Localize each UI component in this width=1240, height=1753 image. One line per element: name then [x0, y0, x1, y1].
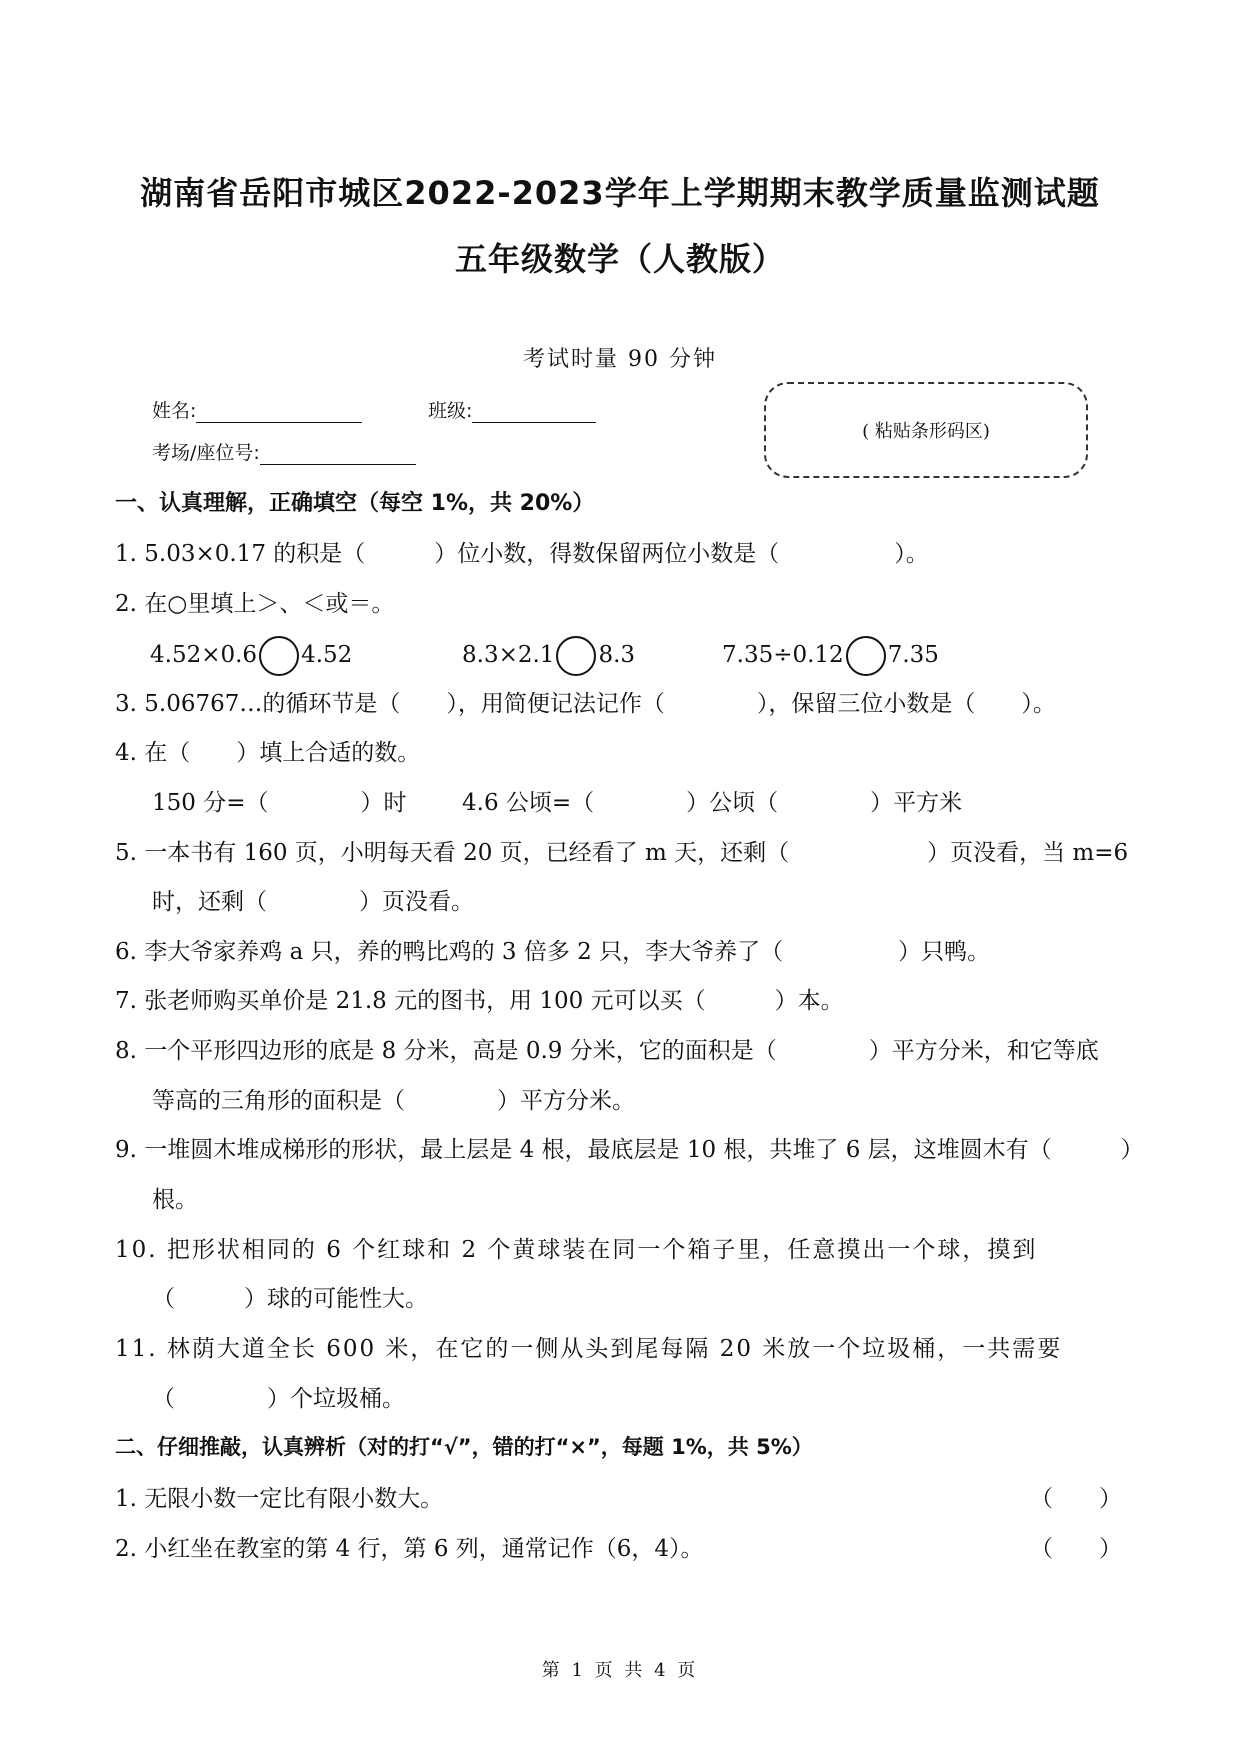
compare-circle-1[interactable] — [259, 636, 299, 676]
page-footer: 第 1 页 共 4 页 — [541, 1660, 699, 1681]
question-1-6: 6. 李大爷家养鸡 a 只，养的鸭比鸡的 3 倍多 2 只，李大爷养了（ ）只鸭。 — [115, 939, 991, 965]
question-1-1: 1. 5.03×0.17 的积是（ ）位小数，得数保留两位小数是（ ）。 — [115, 541, 929, 567]
answer-blank-2-1[interactable]: （ ） — [1030, 1486, 1122, 1512]
barcode-label: ( 粘贴条形码区) — [862, 421, 990, 442]
question-1-4b: 4.6 公顷=（ ）公顷（ ）平方米 — [462, 790, 963, 816]
name-blank[interactable] — [196, 402, 362, 423]
exam-subtitle: 五年级数学（人教版） — [454, 240, 785, 278]
question-2-1: 1. 无限小数一定比有限小数大。 — [115, 1486, 444, 1512]
question-1-5-cont: 时，还剩（ ）页没看。 — [152, 889, 474, 915]
question-1-11: 11. 林荫大道全长 600 米，在它的一侧从头到尾每隔 20 米放一个垃圾桶，一共需要 — [115, 1336, 1063, 1362]
question-1-10-cont: （ ）球的可能性大。 — [152, 1286, 428, 1312]
seat-blank[interactable] — [260, 444, 416, 465]
question-1-4a: 150 分=（ ）时 — [152, 790, 407, 816]
compare-item-1: 4.52×0.6 4.52 — [150, 636, 352, 676]
exam-title: 湖南省岳阳市城区2022-2023学年上学期期末教学质量监测试题 — [140, 174, 1100, 212]
question-1-4: 4. 在（ ）填上合适的数。 — [115, 740, 421, 766]
compare-item-3: 7.35÷0.12 7.35 — [722, 636, 939, 676]
question-1-2: 2. 在○里填上＞、＜或＝。 — [115, 591, 395, 617]
question-1-8-cont: 等高的三角形的面积是（ ）平方分米。 — [152, 1088, 635, 1114]
compare-circle-3[interactable] — [846, 636, 886, 676]
question-2-2: 2. 小红坐在教室的第 4 行，第 6 列，通常记作（6，4）。 — [115, 1536, 704, 1562]
section-2-title: 二、仔细推敲，认真辨析（对的打“√”，错的打“×”，每题 1%，共 5%） — [115, 1435, 813, 1459]
class-blank[interactable] — [472, 402, 596, 423]
seat-field-label: 考场/座位号: — [152, 438, 416, 465]
class-field-label: 班级: — [428, 396, 596, 423]
question-1-9: 9. 一堆圆木堆成梯形的形状，最上层是 4 根，最底层是 10 根，共堆了 6 层，这堆圆木有（ ） — [115, 1137, 1144, 1163]
question-1-3: 3. 5.06767…的循环节是（ ），用简便记法记作（ ），保留三位小数是（ ）。 — [115, 691, 1056, 717]
compare-circle-2[interactable] — [556, 636, 596, 676]
name-field-label: 姓名: — [152, 396, 362, 423]
exam-timing: 考试时量 90 分钟 — [523, 347, 717, 372]
barcode-area — [764, 382, 1088, 478]
question-1-7: 7. 张老师购买单价是 21.8 元的图书，用 100 元可以买（ ）本。 — [115, 988, 844, 1014]
question-1-8: 8. 一个平形四边形的底是 8 分米，高是 0.9 分米，它的面积是（ ）平方分米，和它等底 — [115, 1038, 1099, 1064]
question-1-9-cont: 根。 — [152, 1187, 198, 1213]
compare-item-2: 8.3×2.1 8.3 — [462, 636, 635, 676]
question-1-11-cont: （ ）个垃圾桶。 — [152, 1386, 405, 1412]
section-1-title: 一、认真理解，正确填空（每空 1%，共 20%） — [115, 491, 595, 516]
answer-blank-2-2[interactable]: （ ） — [1030, 1536, 1122, 1562]
question-1-10: 10. 把形状相同的 6 个红球和 2 个黄球装在同一个箱子里，任意摸出一个球，摸到 — [115, 1237, 1038, 1263]
question-1-5: 5. 一本书有 160 页，小明每天看 20 页，已经看了 m 天，还剩（ ）页没看，当 m=6 — [115, 840, 1129, 866]
